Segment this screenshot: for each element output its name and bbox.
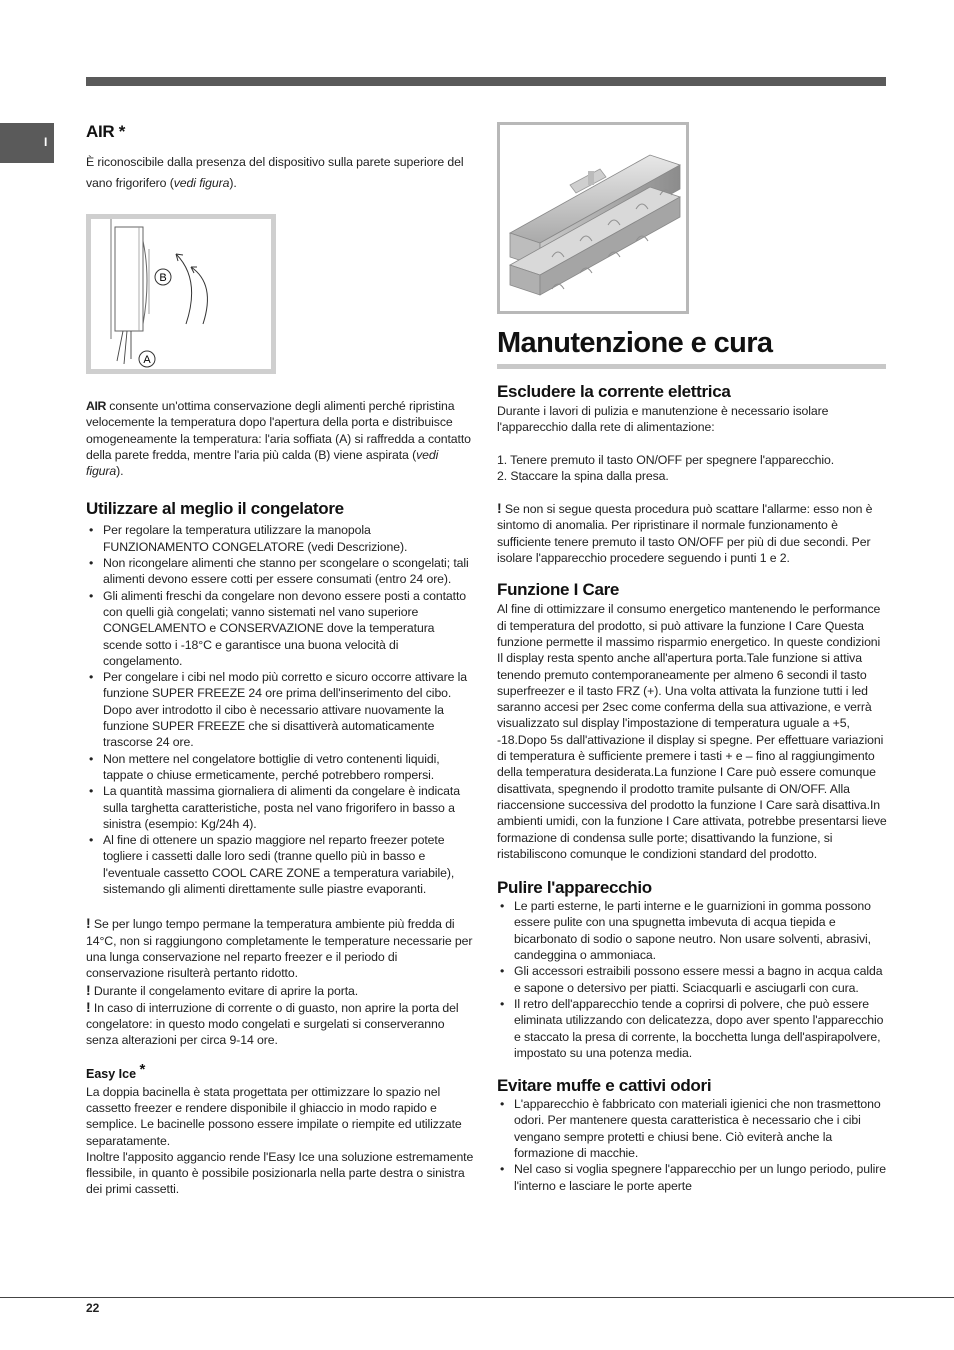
freezer-list — [86, 522, 476, 897]
air-flow-diagram — [91, 219, 271, 369]
language-tab-label: I — [44, 135, 48, 149]
label-a: A — [143, 354, 151, 366]
power-warning: ! Se non si segue questa procedura può scattare l'allarme: esso non è sintomo di anomalia. Per ripristinare il normale funzionamento è sufficiente tenere premuto il tasto ON/OFF per più di due secondi. Per isolare l'apparecchio procedere seguendo i punti 1 e 2. — [497, 500, 873, 566]
icare-text: Al fine di ottimizzare il consumo energetico mantenendo le performance di temperatura del prodotto, si può attivare la funzione I Care Questa funzione permette il massimo risparmio energetico. In queste condizioni Il display resta spento anche all'apertura porta.Tale funzione si attiva tenendo premuto contemporaneamente per almeno 6 secondi il tasto superfreezer e il tasto FRZ (+). Una volta attivata la funzione tutti i led saranno accesi per 2sec come conferma della sua attivazione, e verrà visualizzato sul display l'impostazione di temperatura uguale a +5, -18.Dopo 5s dall'attivazione il display si spegne. Per effettuare variazioni di temperatura è sufficiente premere i tasti + e – fino al raggiungimento della temperatura desiderata.La funzione I Care può essere comunque disattivata, spegnendo il prodotto tramite pulsante di ON/OFF. Alla riaccensione successiva del prodotto la funzione I Care sarà disattiva.In ambienti umidi, con la funzione I Care attivata, potrebbe presentarsi lieve formazione di condensa sulle porte; disattivando la funzione, si ristabiliscono comunque le condizioni standard del prodotto. — [497, 602, 887, 861]
power-steps — [497, 452, 887, 485]
language-tab — [0, 123, 54, 163]
air-figure — [86, 214, 276, 374]
left-column — [86, 122, 476, 1198]
freezer-heading: Utilizzare al meglio il congelatore — [86, 499, 344, 519]
power-intro: Durante i lavori di pulizia e manutenzione è necessario isolare l'apparecchio dalla rete di alimentazione: — [497, 404, 829, 435]
clean-heading: Pulire l'apparecchio — [497, 878, 652, 898]
list-item: • Al fine di ottenere un spazio maggiore nel reparto freezer potete togliere i cassetti dalle loro sedi (tranne quello più in basso e l'eventuale cassetto COOL CARE ZONE a temperatura variabile), sistemando gli alimenti direttamente sulle piastre evaporanti. — [86, 832, 476, 897]
power-heading: Escludere la corrente elettrica — [497, 382, 731, 401]
heading-rule — [497, 364, 886, 369]
list-item: • Per congelare i cibi nel modo più corretto e sicuro occorre attivare la funzione SUPER FREEZE 24 ore prima dell'inserimento del cibo. Dopo aver introdotto il cibo è necessario attivare nuovamente la funzione SUPER FREEZE che si disattiverà automaticamente trascorse 24 ore. — [86, 669, 476, 750]
air-logo: AIR — [86, 399, 106, 413]
freezer-warning: ! Durante il congelamento evitare di aprire la porta. — [86, 981, 359, 998]
label-b: B — [159, 272, 167, 284]
freezer-warning: ! Se per lungo tempo permane la temperatura ambiente più fredda di 14°C, non si raggiungono completamente le temperature necessarie per una lunga conservazione nel reparto freezer e il periodo di conservazione risulterà pertanto ridotto. — [86, 915, 473, 981]
easy-ice-image — [497, 122, 689, 314]
easy-ice-heading: Easy Ice * — [86, 1060, 146, 1081]
list-item: • Gli alimenti freschi da congelare non devono essere posti a contatto con quelli già congelati; vanno sistemati nel vano superiore CONGELAMENTO e CONSERVAZIONE dove la temperatura scende sotto i -18°C e garantisce una buona velocità di congelamento. — [86, 588, 476, 669]
air-intro: È riconoscibile dalla presenza del dispositivo sulla parete superiore del vano frigorifero (vedi figura). — [86, 155, 464, 190]
clean-list — [497, 898, 887, 1061]
bottom-rule — [0, 1297, 954, 1298]
icare-heading: Funzione I Care — [497, 580, 620, 600]
page-number: 22 — [86, 1301, 100, 1315]
list-item: • La quantità massima giornaliera di alimenti da congelare è indicata sulla targhetta caratteristiche, posta nel vano frigorifero in basso a sinistra (esempio: Kg/24h 4). — [86, 783, 476, 832]
list-item: • Non mettere nel congelatore bottiglie di vetro contenenti liquidi, tappate o chiuse ermeticamente, perché potrebbero rompersi. — [86, 751, 476, 784]
list-item: 1. Tenere premuto il tasto ON/OFF per spegnere l'apparecchio. — [497, 452, 835, 467]
list-item: • Le parti esterne, le parti interne e le guarnizioni in gomma possono essere pulite con una spugnetta imbevuta di acqua tiepida e bicarbonato di sodio o sapone neutro. Non usare solventi, abrasivi, candeggina o ammoniaca. — [497, 898, 887, 963]
list-item: • Per regolare la temperatura utilizzare la manopola FUNZIONAMENTO CONGELATORE (vedi Descrizione). — [86, 522, 476, 555]
top-rule — [86, 77, 886, 86]
list-item: 2. Staccare la spina dalla presa. — [497, 468, 669, 483]
air-description: AIR consente un'ottima conservazione degli alimenti perché ripristina velocemente la temperatura dopo l'apertura della porta e distribuisce omogeneamente la temperatura: l'aria soffiata (A) si raffredda a contatto della parete fredda, mentre l'aria più calda (B) viene aspirata (vedi figura). — [86, 399, 471, 479]
mold-list — [497, 1096, 887, 1194]
right-column — [497, 122, 887, 1194]
list-item: • L'apparecchio è fabbricato con materiali igienici che non trasmettono odori. Per mantenere questa caratteristica è necessario che i cibi vengano sempre protetti e chiusi bene. Ciò eviterà anche la formazione di macchie. — [497, 1096, 887, 1161]
maintenance-heading: Manutenzione e cura — [497, 327, 773, 359]
list-item: • Non ricongelare alimenti che stanno per scongelare o scongelati; tali alimenti devono essere cotti per essere consumati (entro 24 ore). — [86, 555, 476, 588]
air-heading: AIR * — [86, 122, 126, 141]
ice-tray-illustration — [500, 125, 686, 311]
list-item: • Nel caso si voglia spegnere l'apparecchio per un lungo periodo, pulire l'interno e lasciare le porte aperte — [497, 1161, 887, 1194]
list-item: • Gli accessori estraibili possono essere messi a bagno in acqua calda e sapone o detersivo per piatti. Sciacquarli e asciugarli con cura. — [497, 963, 887, 996]
mold-heading: Evitare muffe e cattivi odori — [497, 1076, 712, 1096]
freezer-warning: ! In caso di interruzione di corrente o di guasto, non aprire la porta del congelatore: in questo modo congelati e surgelati si conserveranno senza alterazioni per circa 9-14 ore. — [86, 998, 459, 1048]
easy-ice-text: Inoltre l'apposito aggancio rende l'Easy Ice una soluzione estremamente flessibile, in quanto è possibile posizionarla nella parte destra o sinistra dei primi cassetti. — [86, 1149, 474, 1197]
list-item: • Il retro dell'apparecchio tende a coprirsi di polvere, che può essere eliminata utilizzando con delicatezza, dopo aver spento l'apparecchio e staccato la presa di corrente, la bocchetta lunga dell'aspirapolvere, impostato su una potenza media. — [497, 996, 887, 1061]
easy-ice-text: La doppia bacinella è stata progettata per ottimizzare lo spazio nel cassetto freezer e rendere disponibile il ghiaccio in modo rapido e semplice. Le bacinelle possono essere impilate o riempite ed utilizzate separatamente. — [86, 1084, 462, 1148]
